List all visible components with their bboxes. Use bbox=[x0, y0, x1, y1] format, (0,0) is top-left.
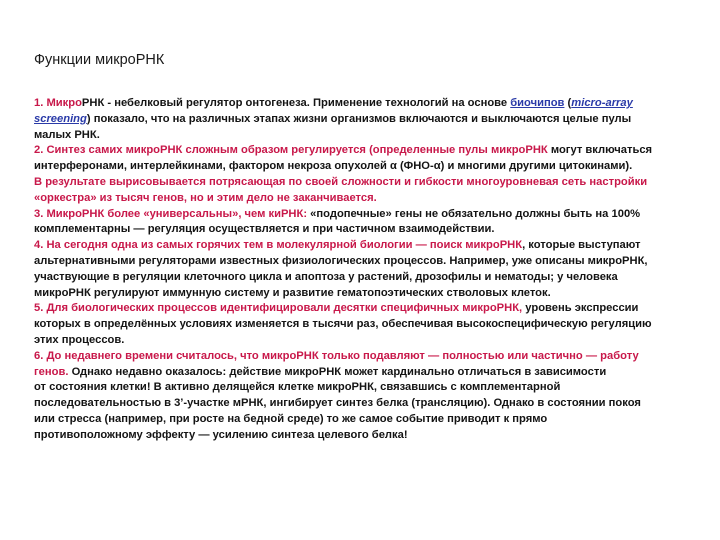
document-body bbox=[34, 96, 710, 444]
p2-text: могут включаться bbox=[547, 144, 653, 157]
p3-line-2: комплементарны — регуляция осуществляется и при частичном взаимодействии. bbox=[34, 223, 495, 236]
p6-line-5: или стресса (например, при росте на бедной среде) то же самое событие приводит к прямо bbox=[34, 412, 548, 425]
p4-highlight: 4. На сегодня одна из самых горячих тем в молекулярной биологии — поиск микроРНК bbox=[34, 239, 523, 252]
p2-highlight: 2. Синтез самих микроРНК сложным образом регулируется (определенные пулы микроРНК bbox=[34, 144, 548, 157]
p4-line-1 bbox=[34, 238, 710, 254]
p6-line-6: противоположному эффекту — усилению синтеза целевого белка! bbox=[34, 428, 408, 441]
biochips-link[interactable]: биочипов bbox=[510, 97, 565, 109]
p6-text: Однако недавно оказалось: действие микроРНК может кардинально отличаться в зависимости bbox=[68, 365, 607, 378]
micro-array-link[interactable]: micro-array bbox=[571, 97, 633, 109]
p5-highlight: 5. Для биологических процессов идентифицировали десятки специфичных микроРНК, bbox=[34, 302, 523, 315]
p4-line-4: микроРНК регулируют иммунную систему и развитие гематопоэтических стволовых клеток. bbox=[34, 286, 551, 299]
p3-text: «подопечные» гены не обязательно должны быть на 100% bbox=[307, 207, 641, 220]
p1-line-1 bbox=[34, 96, 710, 112]
p1-line-2 bbox=[34, 112, 710, 128]
p6-line-2 bbox=[34, 365, 710, 381]
p2-line-1 bbox=[34, 143, 710, 159]
p5-line-2: которых в определённых условиях изменяется в тысячи раз, обеспечивая высокоспецифическую регуляцию bbox=[34, 318, 652, 331]
screening-link[interactable]: screening bbox=[34, 112, 87, 125]
p4-text: , которые выступают bbox=[522, 239, 641, 252]
p3-line-1 bbox=[34, 207, 710, 223]
p5-line-1 bbox=[34, 301, 710, 317]
p4-line-3: участвующие в регуляции клеточного цикла и апоптоза у растений, дрозофилы и нематоды; у человека bbox=[34, 270, 618, 283]
p6-line-4: последовательностью в 3’-участке мРНК, ингибирует синтез белка (трансляцию). Однако в состоянии покоя bbox=[34, 397, 641, 410]
p1-line-3: малых РНК. bbox=[34, 128, 100, 141]
p2-line-3: В результате вырисовывается потрясающая по своей сложности и гибкости многоуровневая сеть настройки bbox=[34, 175, 648, 188]
p4-line-2: альтернативными регуляторами известных физиологических процессов. Например, уже описаны микроРНК, bbox=[34, 254, 648, 267]
p1-text-2: ) показало, что на различных этапах жизни организмов включаются и выключаются целые пулы bbox=[86, 112, 632, 125]
p5-line-3: этих процессов. bbox=[34, 333, 125, 346]
p1-text: РНК - небелковый регулятор онтогенеза. Применение технологий на основе bbox=[81, 97, 511, 109]
p2-line-2: интерферонами, интерлейкинами, фактором некроза опухолей α (ФНО-α) и многими другими цитокинами). bbox=[34, 160, 633, 173]
p5-text: уровень экспрессии bbox=[522, 302, 639, 315]
p6-line-1: 6. До недавнего времени считалось, что микроРНК только подавляют — полностью или частично — работу bbox=[34, 349, 639, 362]
p3-highlight: 3. МикроРНК более «универсальны», чем киРНК: bbox=[34, 207, 308, 220]
p6-highlight-end: генов. bbox=[34, 365, 69, 378]
p6-line-3: от состояния клетки! В активно делящейся клетке микроРНК, связавшись с комплементарной bbox=[34, 381, 561, 394]
p2-line-4: «оркестра» из тысяч генов, но и этим дело не заканчивается. bbox=[34, 191, 377, 204]
p1-number: 1. Микро bbox=[34, 97, 82, 109]
page-title: Функции микроРНК bbox=[34, 52, 165, 68]
p1-paren: ( bbox=[564, 97, 572, 109]
